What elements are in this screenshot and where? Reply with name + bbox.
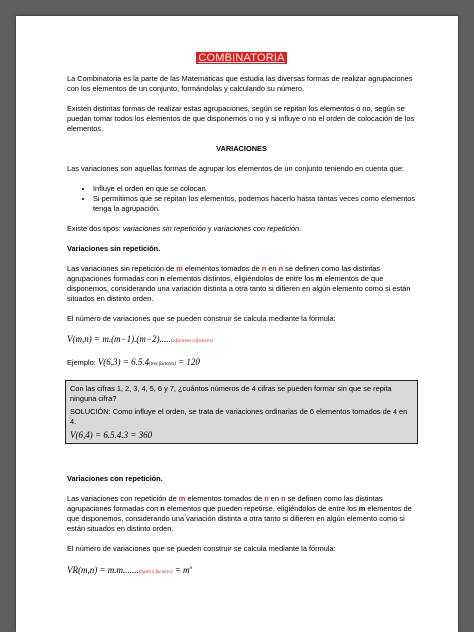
text: Las variaciones sin repetición de [67, 264, 177, 273]
box-formula: V(6,4) = 6.5.4.3 = 360 [70, 430, 153, 440]
sin-rep-formula-intro: El número de variaciones que se pueden construir se calcula mediante la fórmula: [67, 314, 336, 323]
text: elementos que pueden repetirse, eligiéndolos de entre los [164, 504, 359, 513]
text: en [266, 264, 279, 273]
tipos-middle: y [205, 224, 214, 233]
subsection-title-sin-repeticion: Variaciones sin repetición. [67, 244, 161, 253]
var-m: m [358, 504, 366, 513]
tipos-prefix: Existe dos tipos: [67, 224, 123, 233]
example-box [65, 380, 418, 444]
var-n: n [278, 264, 284, 273]
var-n: n [261, 264, 267, 273]
var-n: n [160, 504, 165, 513]
text: Las variaciones con repetición de [67, 494, 179, 503]
list-item: • Si permitimos que se repitan los elementos, podemos hacerlo hasta tantas veces como elementos tenga la agrupación. [93, 194, 416, 214]
formula-variaciones [67, 334, 416, 347]
text: elementos distintos, eligiéndolos de entre los [164, 274, 316, 283]
formula-subscript: (n factores n factores) [170, 339, 213, 344]
document-page [16, 16, 458, 632]
box-solution: SOLUCIÓN: Como influye el orden, se trata de variaciones ordinarias de 6 elementos tomados de 4 en 4. [70, 407, 408, 426]
formula-subscript: (hasta n factores) [138, 570, 173, 575]
text: elementos tomados de [185, 494, 265, 503]
subsection-title-con-repeticion: Variaciones con repetición. [67, 474, 163, 483]
formula-main: VR(m,n) = m.m....... [67, 565, 139, 575]
tipos-suffix: . [299, 224, 302, 233]
var-m: m [315, 274, 323, 283]
formula-main: V(m,n) = m.(m−1).(m−2)..... [67, 334, 171, 344]
page-title: COMBINATORIA [198, 52, 285, 64]
tipo-con-repeticion: variaciones con repetición [213, 224, 300, 233]
text: elementos de que disponemos, considerando una variación distinta a otra tanto si difieren en algún elemento como si están situados en distinto orden. [67, 504, 412, 533]
title-wrap [67, 52, 416, 64]
variaciones-intro: Las variaciones son aquellas formas de agrupar los elementos de un conjunto teniendo en cuenta que: [67, 164, 404, 173]
section-title-variaciones: VARIACIONES [216, 144, 267, 153]
ejemplo-result: = 120 [175, 357, 200, 367]
tipos-paragraph [67, 224, 416, 234]
conditions-list [67, 184, 416, 214]
document-content [67, 52, 416, 588]
box-question: Con las cifras 1, 2, 3, 4, 5, 6 y 7, ¿cuántos números de 4 cifras se pueden formar sin que se repita ninguna cifra? [70, 384, 392, 403]
con-rep-definition [67, 494, 416, 534]
ejemplo-main: V(6,3) = 6.5.4 [97, 357, 150, 367]
formula-exponent: n [189, 566, 193, 571]
ejemplo-label: Ejemplo: [67, 358, 98, 367]
var-n: n [160, 274, 165, 283]
text: se definen como las distintas agrupaciones formadas con [67, 494, 383, 513]
formula-variaciones-repeticion [67, 564, 416, 578]
formula-result: = m [172, 565, 190, 575]
text: elementos tomados de [182, 264, 262, 273]
ejemplo-formula [67, 357, 416, 370]
var-m: m [178, 494, 186, 503]
var-n: n [281, 494, 286, 503]
text: en [268, 494, 282, 503]
text: elementos de que disponemos, considerando una variación distinta a otra tanto si difieren en algún elemento como si están situados en distinto orden. [67, 274, 411, 303]
text: se definen como las distintas agrupaciones formadas con [67, 264, 381, 283]
tipo-sin-repeticion: variaciones sin repetición [122, 224, 206, 233]
list-item: • Influye el orden en que se colocan. [93, 184, 416, 194]
var-n: n [264, 494, 269, 503]
intro-paragraph-1: La Combinatoria es la parte de las Matemáticas que estudia las diversas formas de realizar agrupaciones con los elementos de un conjunto, formándolas y calculando su número. [67, 74, 413, 93]
ejemplo-subscript: (tres factores) [149, 362, 176, 367]
intro-paragraph-2: Existen distintas formas de realizar estas agrupaciones, según se repitan los elementos o no, según se puedan tomar todos los elementos de que disponemos o no y si influye o no el orden de colocación de los elementos. [67, 104, 415, 133]
con-rep-formula-intro: El número de variaciones que se pueden construir se calcula mediante la fórmula: [67, 544, 336, 553]
sin-rep-definition [67, 264, 416, 304]
var-m: m [176, 264, 183, 273]
